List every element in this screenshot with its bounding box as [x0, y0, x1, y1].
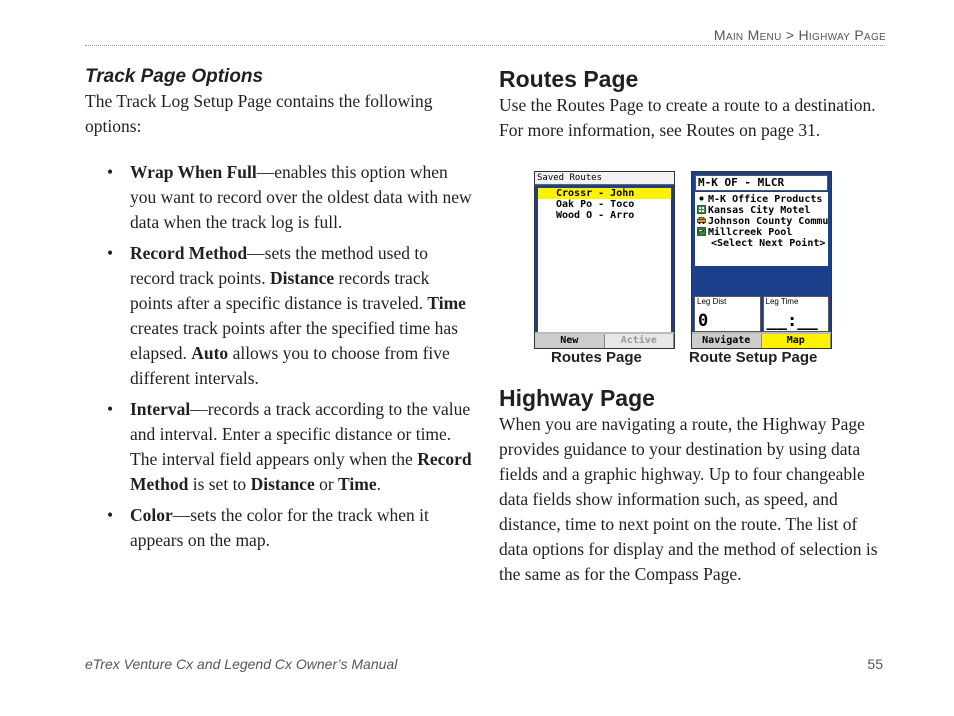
option-term: Wrap When Full: [130, 162, 257, 182]
route-point-item[interactable]: [695, 205, 828, 216]
option-term: Auto: [191, 343, 229, 363]
option-text: .: [376, 474, 381, 494]
right-column: [499, 65, 889, 587]
route-point-item[interactable]: [695, 216, 828, 227]
footer-manual-title: eTrex Venture Cx and Legend Cx Owner’s Manual: [85, 656, 398, 672]
route-setup-softkeys: [692, 332, 831, 348]
routes-caption: Routes Page: [551, 349, 642, 366]
option-text: —sets the method used to record track points.: [130, 243, 428, 288]
option-term: Color: [130, 505, 173, 525]
bullet-icon: •: [107, 162, 114, 182]
route-list-item[interactable]: Wood O - Arro: [556, 210, 635, 221]
data-field-label: Leg Dist: [697, 297, 727, 306]
option-text: —enables this option when you want to record over the oldest data with new data when the track log is full.: [130, 162, 472, 232]
routes-screen-title: Saved Routes: [535, 172, 674, 185]
dot-icon: [697, 194, 708, 205]
highway-body: When you are navigating a route, the Highway Page provides guidance to your destination by using data fields and a graphic highway. Up to four changeable data fields show information such, as speed, and distance, time to next point on the route. The list of data options for display and the method of selection is the same as for the Compass Page.: [499, 414, 878, 584]
header-separator: >: [785, 27, 795, 43]
routes-list: [538, 188, 671, 332]
route-point-label: M-K Office Products: [708, 194, 823, 205]
option-term: Time: [427, 293, 466, 313]
track-options-intro: The Track Log Setup Page contains the following options:: [85, 91, 433, 136]
header-section: Main Menu: [713, 27, 782, 43]
option-term: Interval: [130, 399, 191, 419]
option-term: Record Method: [130, 449, 472, 494]
option-text: creates track points after the specified time has elapsed.: [130, 318, 458, 363]
softkey-map[interactable]: Map: [762, 334, 832, 348]
option-text: —records a track according to the value and interval. Enter a specific distance or time. The interval field appears only when the: [130, 399, 471, 469]
route-setup-title: M-K OF - MLCR: [695, 175, 828, 191]
data-field[interactable]: [763, 296, 830, 332]
flag-icon: [697, 227, 708, 238]
route-point-label: Johnson County Commu: [708, 216, 829, 227]
route-setup-fields: [694, 296, 829, 332]
left-column: [85, 65, 475, 559]
route-point-item[interactable]: [695, 227, 828, 238]
route-list-item[interactable]: Oak Po - Toco: [556, 199, 635, 210]
option-text: records track points after a specific distance is traveled.: [130, 268, 430, 313]
option-text: allows you to choose from five different intervals.: [130, 343, 450, 388]
routes-heading: Routes Page: [499, 66, 639, 92]
route-setup-screen: [691, 171, 832, 349]
data-field-value: 0: [698, 311, 709, 331]
track-option-item: [85, 397, 475, 497]
option-text: —sets the color for the track when it appears on the map.: [130, 505, 429, 550]
route-point-label: <Select Next Point>: [711, 238, 826, 249]
bullet-icon: •: [107, 243, 114, 263]
routes-body: Use the Routes Page to create a route to a destination. For more information, see Routes on page 31.: [499, 95, 876, 140]
figures: [499, 171, 889, 391]
route-points-list: [695, 192, 828, 266]
option-term: Time: [338, 474, 377, 494]
running-header: [714, 27, 886, 43]
route-list-item[interactable]: Crossr - John: [538, 188, 671, 199]
option-term: Distance: [250, 474, 315, 494]
softkey-active[interactable]: Active: [605, 334, 675, 348]
route-point-label: Millcreek Pool: [708, 227, 793, 238]
header-page: Highway Page: [798, 27, 886, 43]
highway-heading: Highway Page: [499, 385, 655, 411]
data-field-value: __:__: [766, 311, 818, 331]
option-text: is set to: [188, 474, 251, 494]
option-term: Record Method: [130, 243, 248, 263]
softkey-new[interactable]: New: [535, 334, 605, 348]
header-rule: [85, 45, 885, 46]
route-setup-caption: Route Setup Page: [689, 349, 818, 366]
data-field[interactable]: [694, 296, 761, 332]
track-options-list: [85, 160, 475, 553]
bullet-icon: •: [107, 399, 114, 419]
track-option-item: [85, 503, 475, 553]
bullet-icon: •: [107, 505, 114, 525]
track-option-item: [85, 160, 475, 235]
routes-screen: [534, 171, 675, 349]
car-icon: [697, 216, 708, 227]
option-text: or: [314, 474, 339, 494]
track-option-item: [85, 241, 475, 391]
building-icon: [697, 205, 708, 216]
route-point-item[interactable]: [695, 194, 828, 205]
data-field-label: Leg Time: [765, 297, 799, 306]
footer-page-number: 55: [867, 656, 883, 672]
softkey-navigate[interactable]: Navigate: [692, 334, 762, 348]
routes-softkeys: [535, 332, 674, 348]
route-point-label: Kansas City Motel: [708, 205, 811, 216]
track-options-heading: Track Page Options: [85, 66, 264, 87]
option-term: Distance: [269, 268, 335, 288]
route-point-item[interactable]: [695, 238, 828, 249]
